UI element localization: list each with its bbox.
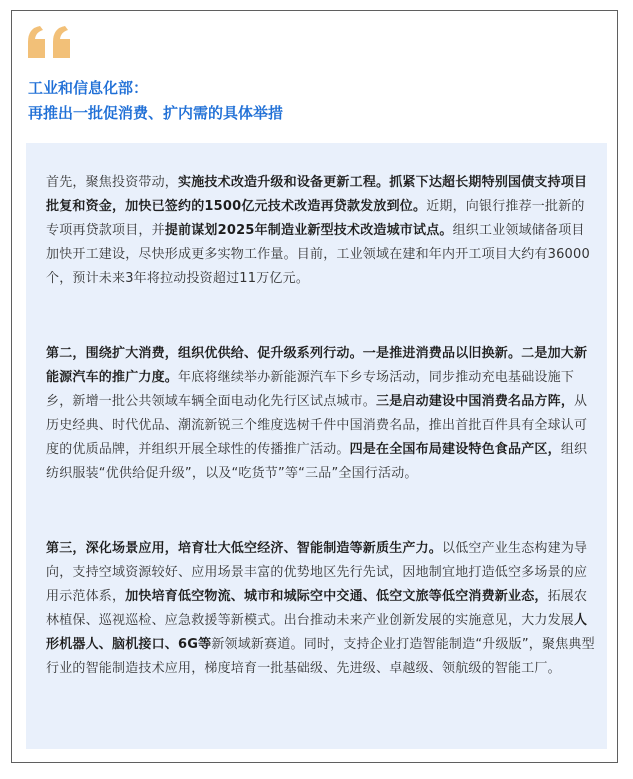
paragraph-consumption xyxy=(46,342,596,486)
paragraph-segment: 新领域新赛道。同时，支持企业打造智能制造“升级版”，聚焦典型行业的智能制造技术应用，梯度培育一批基础级、先进级、卓越级、领航级的智能工厂。 xyxy=(46,637,595,676)
paragraph-segment: 年底将继续举办新能源汽车下乡专场活动，同步推动充电基础设施下乡，新增一批公共领域车辆全面电动化先行区试点城市。 xyxy=(46,370,575,409)
paragraph-segment: 拓展农林植保、巡视巡检、应急救援等新模式。出台推动未来产业创新发展的实施意见，大力发展 xyxy=(46,589,588,628)
paragraph-segment: 首先，聚焦投资带动， xyxy=(46,175,179,190)
paragraph-segment-bold: 四是在全国布局建设特色食品产区， xyxy=(349,442,561,457)
paragraph-segment: 以低空产业生态构建为导向，支持空域资源较好、应用场景丰富的优势地区先行先试，因地制宜地打造低空多场景的应用示范体系， xyxy=(46,541,588,604)
quote-icon xyxy=(26,24,74,60)
paragraph-segment-bold: 实施技术改造升级和设备更新工程。抓紧下达超长期特别国债支持项目批复和资金，加快已签约的1500亿元技术改造再贷款发放到位。 xyxy=(46,175,588,214)
heading-line-2: 再推出一批促消费、扩内需的具体举措 xyxy=(28,104,284,122)
article-heading xyxy=(28,76,588,126)
paragraph-segment: 从历史经典、时代优品、潮流新锐三个维度选树千件中国消费名品，推出首批百件具有全球认可度的优质品牌，并组织开展全球性的传播推广活动。 xyxy=(46,394,588,457)
paragraph-segment-bold: 三是启动建设中国消费名品方阵， xyxy=(376,394,575,409)
paragraph-segment-bold: 第三，深化场景应用，培育壮大低空经济、智能制造等新质生产力。 xyxy=(46,541,443,556)
paragraph-segment-bold: 第二，围绕扩大消费，组织优供给、促升级系列行动。一是推进消费品以旧换新。二是加大新能源汽车的推广力度。 xyxy=(46,346,588,385)
heading-line-1: 工业和信息化部： xyxy=(28,79,149,97)
paragraph-investment xyxy=(46,171,596,291)
paragraph-segment: 近期，向银行推荐一批新的专项再贷款项目，并 xyxy=(46,199,585,238)
paragraph-segment-bold: 提前谋划2025年制造业新型技术改造城市试点。 xyxy=(164,223,453,238)
paragraph-productivity xyxy=(46,537,596,681)
paragraph-segment: 组织工业领域储备项目加快开工建设，尽快形成更多实物工作量。目前，工业领域在建和年内开工项目大约有36000个，预计未来3年将拉动投资超过11万亿元。 xyxy=(46,223,590,286)
paragraph-segment-bold: 加快培育低空物流、城市和城际空中交通、低空文旅等低空消费新业态， xyxy=(125,589,548,604)
paragraph-segment: 组织纺织服装“优供给促升级”，以及“吃货节”等“三品”全国行活动。 xyxy=(46,442,588,481)
paragraph-segment-bold: 人形机器人、脑机接口、6G等 xyxy=(46,613,588,652)
